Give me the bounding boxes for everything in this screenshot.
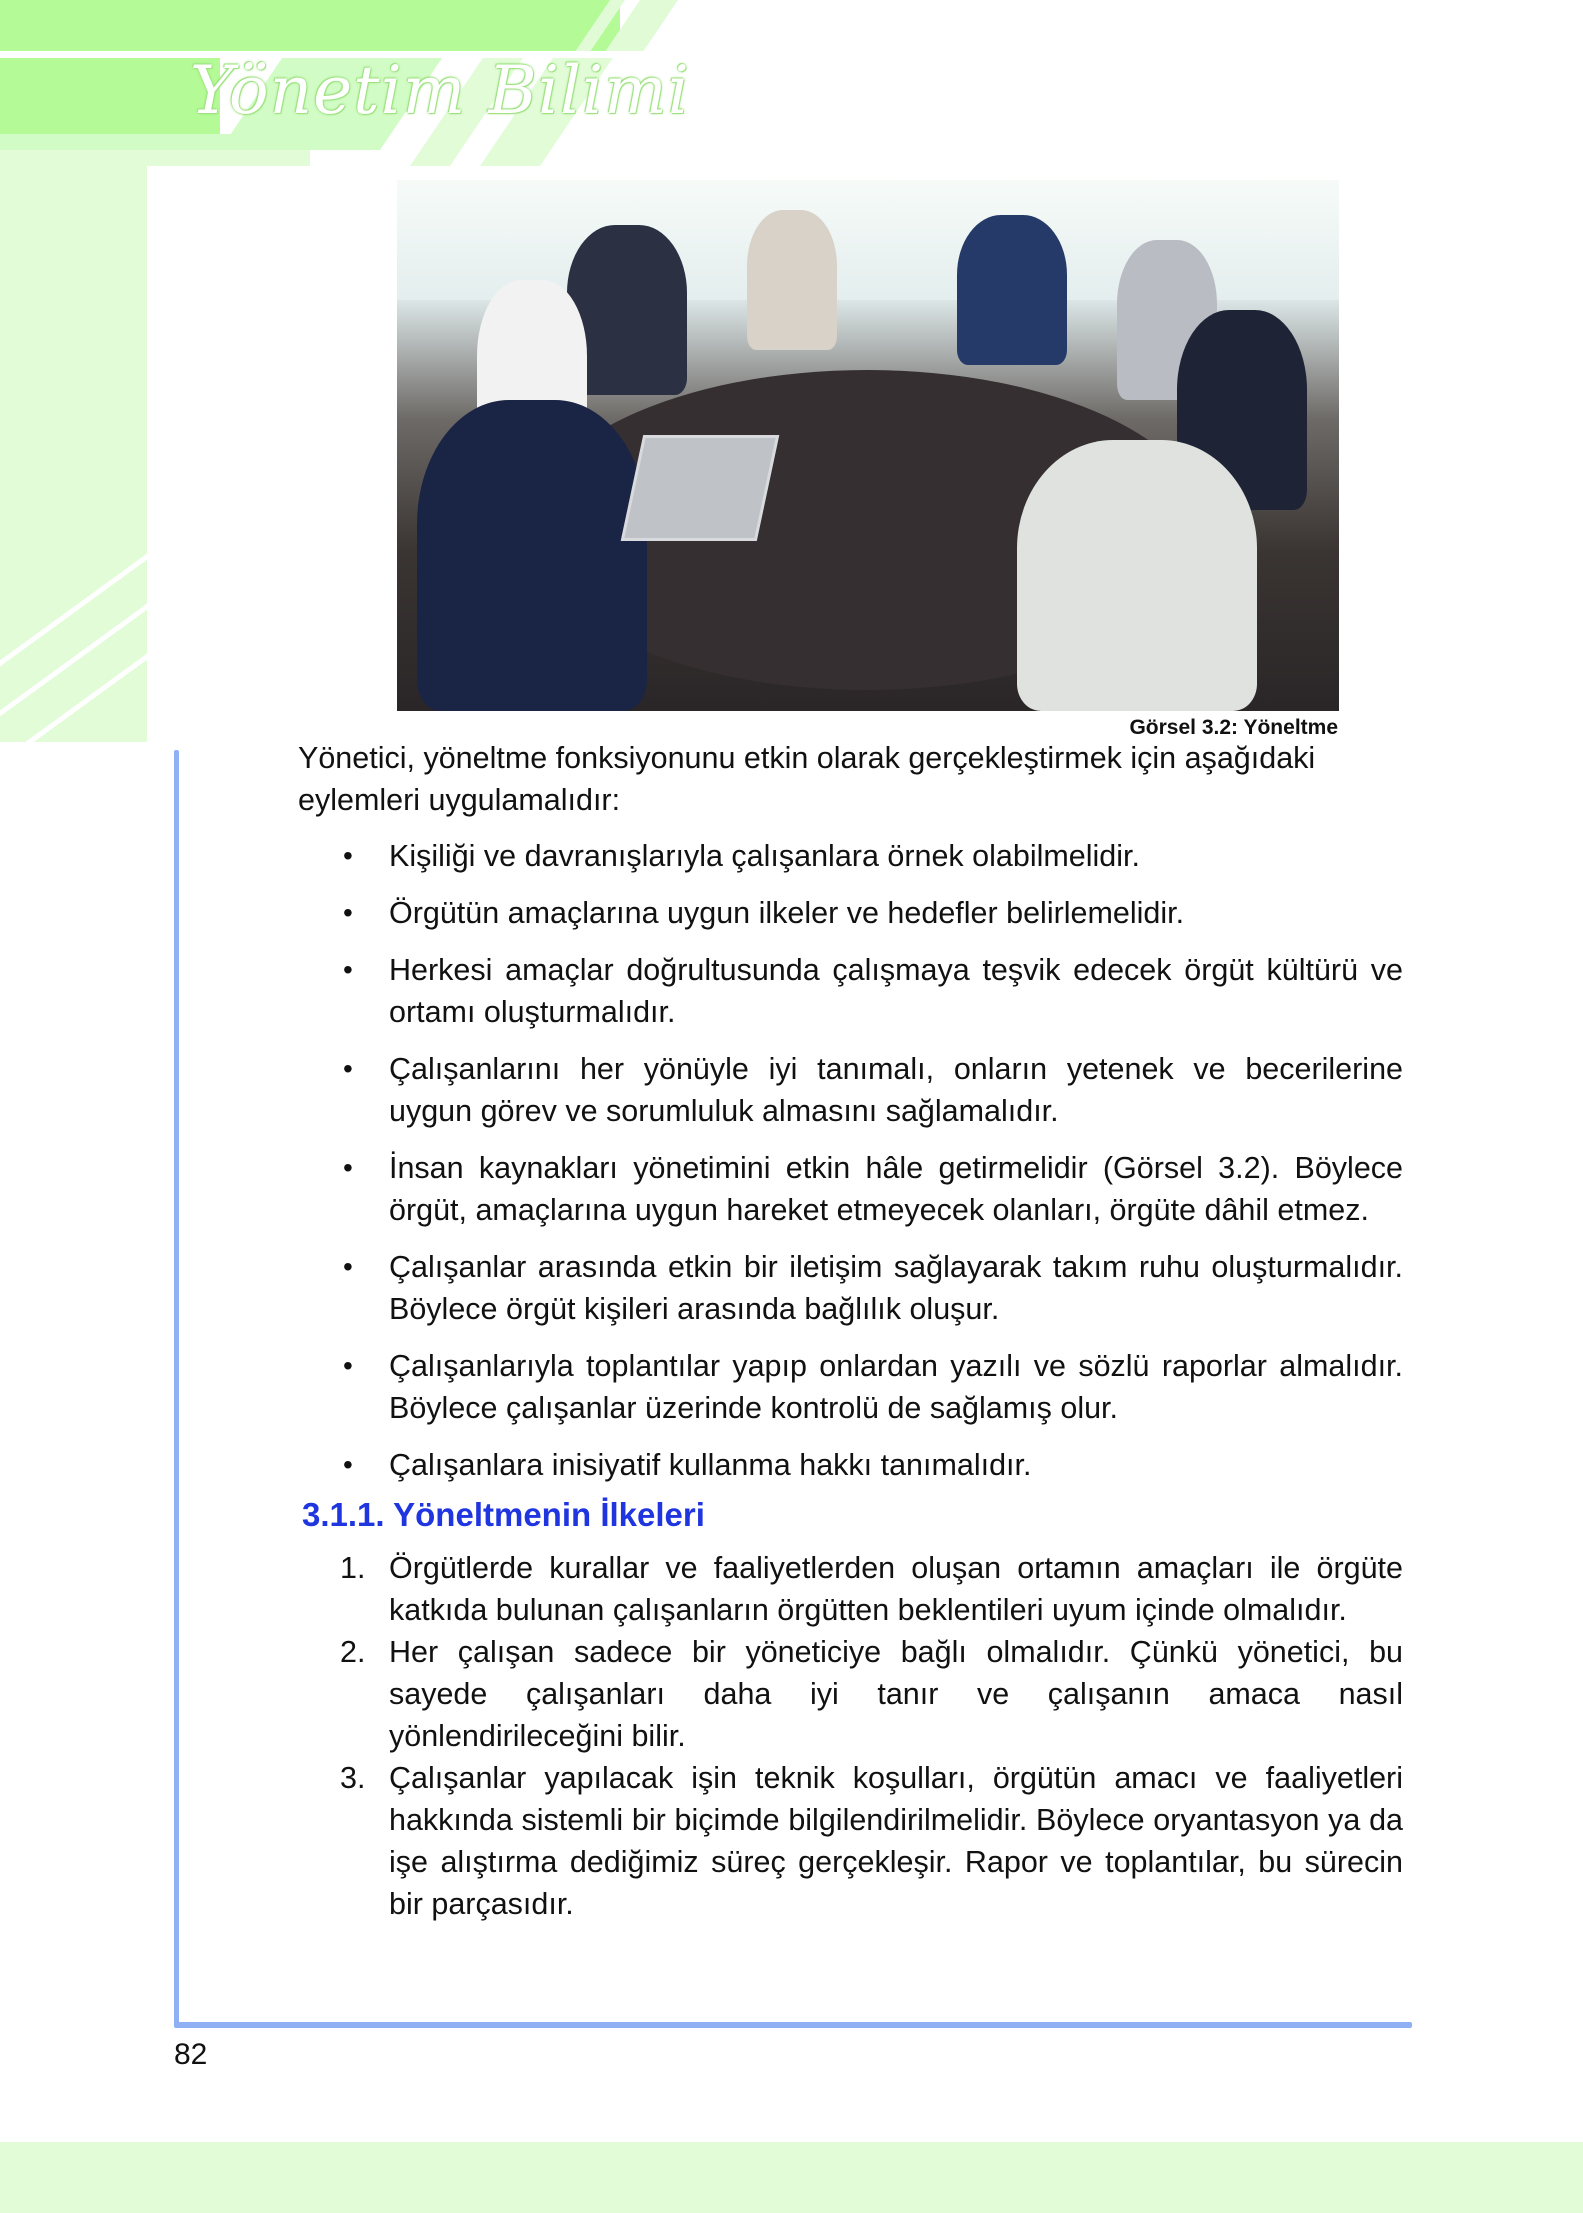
item-number: 1. [340, 1551, 366, 1585]
side-decor-panel [0, 150, 147, 742]
side-decor-line [0, 638, 147, 742]
list-item [298, 1048, 1403, 1132]
list-item [298, 835, 1403, 877]
list-item-text: Kişiliği ve davranışlarıyla çalışanlara örnek olabilmelidir. [389, 839, 1140, 873]
header-band-light [0, 134, 250, 150]
list-item [298, 1147, 1403, 1231]
photo-person [747, 210, 837, 350]
photo-person [417, 400, 647, 711]
bullet-icon: • [343, 897, 353, 928]
page-number: 82 [174, 2038, 208, 2071]
list-item-text: Çalışanlar arasında etkin bir iletişim sağlayarak takım ruhu oluşturmalıdır. Böylece örgüt kişileri arasında bağlılık oluşur. [389, 1250, 1403, 1326]
header-band-top [0, 0, 600, 51]
list-item [298, 949, 1403, 1033]
numbered-item-text: Örgütlerde kurallar ve faaliyetlerden oluşan ortamın amaçları ile örgüte katkıda bulunan çalışanların örgütten beklentileri uyum içinde olmalıdır. [389, 1551, 1403, 1627]
section-heading: 3.1.1. Yöneltmenin İlkeleri [302, 1496, 705, 1533]
numbered-item [298, 1757, 1403, 1925]
numbered-item [298, 1547, 1403, 1631]
item-number: 3. [340, 1761, 366, 1795]
bullet-icon: • [343, 1053, 353, 1084]
header-band-main [0, 58, 220, 134]
photo-person [957, 215, 1067, 365]
meeting-photo [397, 180, 1339, 711]
list-item-text: İnsan kaynakları yönetimini etkin hâle getirmelidir (Görsel 3.2). Böylece örgüt, amaçlarına uygun hareket etmeyecek olanları, örgüte dâhil etmez. [389, 1151, 1403, 1227]
list-item [298, 892, 1403, 934]
list-item-text: Çalışanlarını her yönüyle iyi tanımalı, onların yetenek ve becerilerine uygun görev ve sorumluluk almasını sağlamalıdır. [389, 1052, 1403, 1128]
figure-caption: Görsel 3.2: Yöneltme [1129, 716, 1338, 739]
content-frame-bottom [174, 2022, 1412, 2028]
page-content [298, 737, 1403, 1925]
photo-person [1017, 440, 1257, 711]
numbered-item-text: Her çalışan sadece bir yöneticiye bağlı olmalıdır. Çünkü yönetici, bu sayede çalışanları daha iyi tanır ve çalışanın amaca nasıl yönlendirileceğini bilir. [389, 1635, 1403, 1753]
intro-paragraph: Yönetici, yöneltme fonksiyonunu etkin olarak gerçekleştirmek için aşağıdaki eylemleri uygulamalıdır: [298, 741, 1316, 817]
list-item-text: Çalışanlara inisiyatif kullanma hakkı tanımalıdır. [389, 1448, 1032, 1482]
bullet-icon: • [343, 1152, 353, 1183]
action-list [298, 835, 1403, 1486]
footer-band [0, 2142, 1583, 2213]
bullet-icon: • [343, 840, 353, 871]
numbered-item-text: Çalışanlar yapılacak işin teknik koşulları, örgütün amacı ve faaliyetleri hakkında sistemli bir biçimde bilgilendirilmelidir. Böylece oryantasyon ya da işe alıştırma dediğimiz süreç gerçekleşir. Rapor ve toplantılar, bu sürecin bir parçasıdır. [389, 1761, 1403, 1921]
list-item [298, 1246, 1403, 1330]
bullet-icon: • [343, 1350, 353, 1381]
numbered-item [298, 1631, 1403, 1757]
bullet-icon: • [343, 1449, 353, 1480]
list-item-text: Herkesi amaçlar doğrultusunda çalışmaya teşvik edecek örgüt kültürü ve ortamı oluşturmalıdır. [389, 953, 1403, 1029]
list-item-text: Örgütün amaçlarına uygun ilkeler ve hedefler belirlemelidir. [389, 896, 1185, 930]
item-number: 2. [340, 1635, 366, 1669]
list-item-text: Çalışanlarıyla toplantılar yapıp onlardan yazılı ve sözlü raporlar almalıdır. Böylece çalışanlar üzerinde kontrolü de sağlamış olur. [389, 1349, 1403, 1425]
book-title: Yönetim Bilimi [190, 52, 690, 129]
list-item [298, 1345, 1403, 1429]
list-item [298, 1444, 1403, 1486]
bullet-icon: • [343, 954, 353, 985]
principles-list [298, 1547, 1403, 1925]
content-frame-left [174, 750, 179, 2027]
bullet-icon: • [343, 1251, 353, 1282]
photo-laptop [621, 435, 780, 541]
